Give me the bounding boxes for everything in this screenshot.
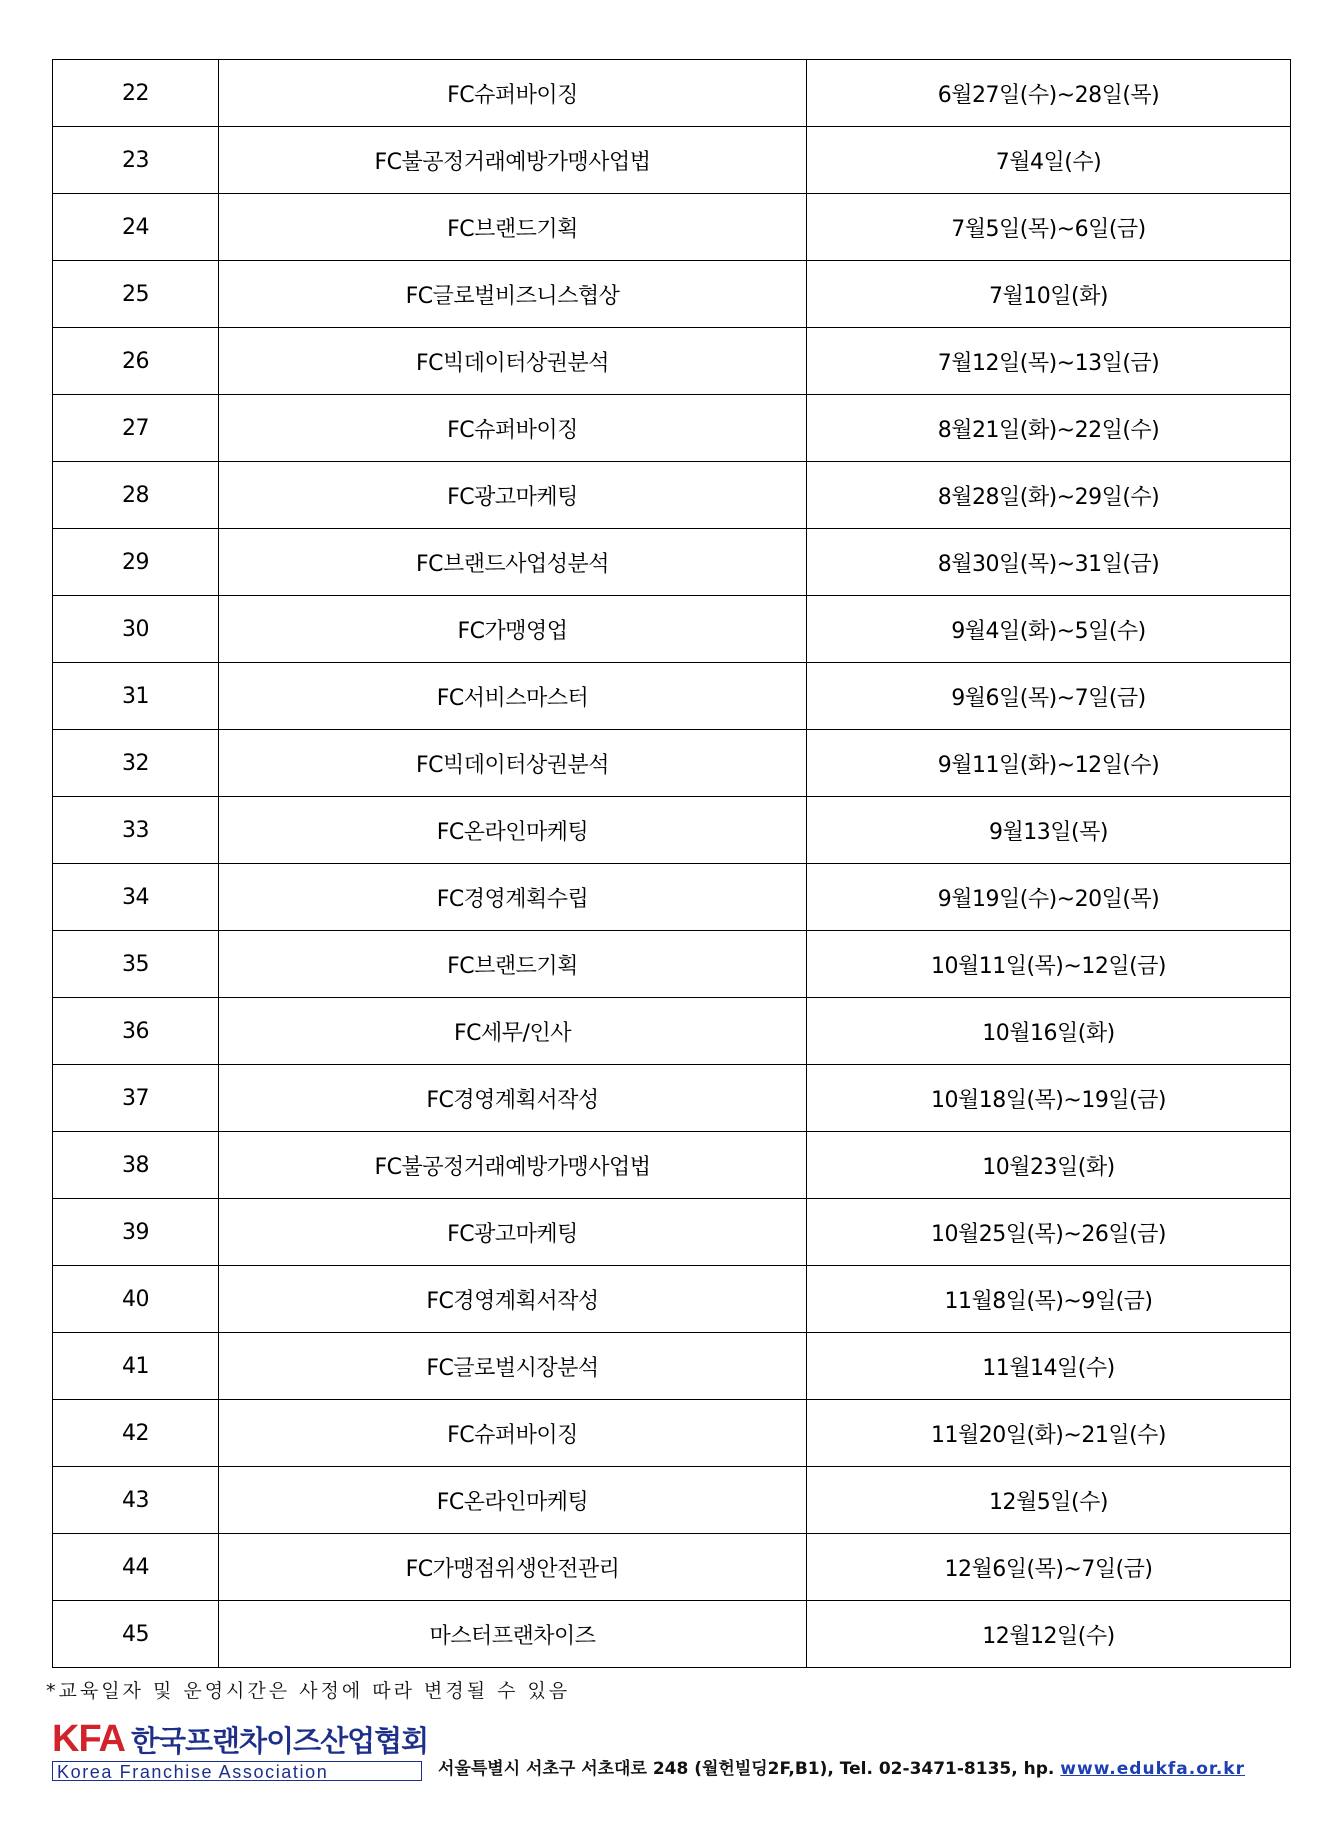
table-row	[53, 663, 1291, 730]
row-number-cell: 37	[53, 1065, 219, 1132]
table-row	[53, 998, 1291, 1065]
table-row	[53, 261, 1291, 328]
course-date-cell: 8월21일(화)~22일(수)	[807, 395, 1291, 462]
course-date-cell: 11월8일(목)~9일(금)	[807, 1266, 1291, 1333]
row-number-cell: 27	[53, 395, 219, 462]
course-date-cell: 9월6일(목)~7일(금)	[807, 663, 1291, 730]
logo-english-name: Korea Franchise Association	[52, 1761, 422, 1781]
table-row	[53, 1601, 1291, 1668]
table-row	[53, 395, 1291, 462]
course-date-cell: 7월12일(목)~13일(금)	[807, 328, 1291, 395]
course-name-cell: FC온라인마케팅	[219, 1467, 807, 1534]
table-row	[53, 1199, 1291, 1266]
course-name-cell: FC빅데이터상권분석	[219, 328, 807, 395]
course-name-cell: FC브랜드사업성분석	[219, 529, 807, 596]
kfa-logo	[52, 1718, 432, 1781]
table-row	[53, 730, 1291, 797]
course-date-cell: 11월20일(화)~21일(수)	[807, 1400, 1291, 1467]
table-row	[53, 328, 1291, 395]
course-name-cell: FC경영계획서작성	[219, 1266, 807, 1333]
row-number-cell: 36	[53, 998, 219, 1065]
table-row	[53, 1266, 1291, 1333]
row-number-cell: 24	[53, 194, 219, 261]
table-row	[53, 1333, 1291, 1400]
table-row	[53, 529, 1291, 596]
course-name-cell: FC슈퍼바이징	[219, 60, 807, 127]
table-row	[53, 1467, 1291, 1534]
row-number-cell: 44	[53, 1534, 219, 1601]
course-name-cell: FC가맹영업	[219, 596, 807, 663]
schedule-notice: *교육일자 및 운영시간은 사정에 따라 변경될 수 있음	[46, 1680, 571, 1702]
course-date-cell: 9월4일(화)~5일(수)	[807, 596, 1291, 663]
course-name-cell: FC브랜드기획	[219, 194, 807, 261]
course-date-cell: 12월12일(수)	[807, 1601, 1291, 1668]
table-row	[53, 1065, 1291, 1132]
row-number-cell: 41	[53, 1333, 219, 1400]
course-date-cell: 9월11일(화)~12일(수)	[807, 730, 1291, 797]
row-number-cell: 25	[53, 261, 219, 328]
footer-address: 서울특별시 서초구 서초대로 248 (월헌빌딩2F,B1), Tel. 02-3471-8135, hp.	[438, 1759, 1061, 1779]
course-name-cell: FC경영계획서작성	[219, 1065, 807, 1132]
footer-address-line	[438, 1754, 1245, 1779]
schedule-table	[52, 59, 1291, 1668]
course-name-cell: FC글로벌시장분석	[219, 1333, 807, 1400]
row-number-cell: 31	[53, 663, 219, 730]
table-row	[53, 1400, 1291, 1467]
logo-top-line	[52, 1718, 432, 1758]
course-name-cell: FC세무/인사	[219, 998, 807, 1065]
table-row	[53, 127, 1291, 194]
course-date-cell: 12월5일(수)	[807, 1467, 1291, 1534]
course-name-cell: FC빅데이터상권분석	[219, 730, 807, 797]
course-date-cell: 9월13일(목)	[807, 797, 1291, 864]
table-row	[53, 1132, 1291, 1199]
course-name-cell: FC가맹점위생안전관리	[219, 1534, 807, 1601]
website-link[interactable]: www.edukfa.or.kr	[1060, 1759, 1245, 1779]
course-name-cell: FC경영계획수립	[219, 864, 807, 931]
course-date-cell: 10월16일(화)	[807, 998, 1291, 1065]
table-row	[53, 462, 1291, 529]
course-date-cell: 10월25일(목)~26일(금)	[807, 1199, 1291, 1266]
logo-abbreviation: KFA	[52, 1718, 125, 1760]
course-name-cell: FC서비스마스터	[219, 663, 807, 730]
row-number-cell: 22	[53, 60, 219, 127]
course-name-cell: FC슈퍼바이징	[219, 1400, 807, 1467]
row-number-cell: 30	[53, 596, 219, 663]
course-date-cell: 10월11일(목)~12일(금)	[807, 931, 1291, 998]
course-date-cell: 7월5일(목)~6일(금)	[807, 194, 1291, 261]
row-number-cell: 38	[53, 1132, 219, 1199]
course-name-cell: FC광고마케팅	[219, 1199, 807, 1266]
course-date-cell: 9월19일(수)~20일(목)	[807, 864, 1291, 931]
course-name-cell: 마스터프랜차이즈	[219, 1601, 807, 1668]
course-date-cell: 11월14일(수)	[807, 1333, 1291, 1400]
course-name-cell: FC광고마케팅	[219, 462, 807, 529]
course-name-cell: FC브랜드기획	[219, 931, 807, 998]
row-number-cell: 29	[53, 529, 219, 596]
row-number-cell: 23	[53, 127, 219, 194]
course-name-cell: FC불공정거래예방가맹사업법	[219, 1132, 807, 1199]
logo-korean-name: 한국프랜차이즈산업협회	[131, 1724, 429, 1758]
row-number-cell: 43	[53, 1467, 219, 1534]
table-row	[53, 60, 1291, 127]
row-number-cell: 32	[53, 730, 219, 797]
table-row	[53, 931, 1291, 998]
schedule-table-body	[53, 60, 1291, 1668]
row-number-cell: 34	[53, 864, 219, 931]
course-date-cell: 7월10일(화)	[807, 261, 1291, 328]
course-name-cell: FC글로벌비즈니스협상	[219, 261, 807, 328]
table-row	[53, 797, 1291, 864]
table-row	[53, 864, 1291, 931]
course-date-cell: 8월30일(목)~31일(금)	[807, 529, 1291, 596]
course-date-cell: 12월6일(목)~7일(금)	[807, 1534, 1291, 1601]
course-name-cell: FC온라인마케팅	[219, 797, 807, 864]
course-name-cell: FC슈퍼바이징	[219, 395, 807, 462]
course-date-cell: 10월18일(목)~19일(금)	[807, 1065, 1291, 1132]
course-date-cell: 7월4일(수)	[807, 127, 1291, 194]
course-name-cell: FC불공정거래예방가맹사업법	[219, 127, 807, 194]
row-number-cell: 33	[53, 797, 219, 864]
table-row	[53, 194, 1291, 261]
row-number-cell: 39	[53, 1199, 219, 1266]
row-number-cell: 45	[53, 1601, 219, 1668]
table-row	[53, 596, 1291, 663]
table-row	[53, 1534, 1291, 1601]
course-date-cell: 10월23일(화)	[807, 1132, 1291, 1199]
row-number-cell: 28	[53, 462, 219, 529]
course-date-cell: 6월27일(수)~28일(목)	[807, 60, 1291, 127]
course-date-cell: 8월28일(화)~29일(수)	[807, 462, 1291, 529]
row-number-cell: 42	[53, 1400, 219, 1467]
row-number-cell: 40	[53, 1266, 219, 1333]
row-number-cell: 26	[53, 328, 219, 395]
row-number-cell: 35	[53, 931, 219, 998]
